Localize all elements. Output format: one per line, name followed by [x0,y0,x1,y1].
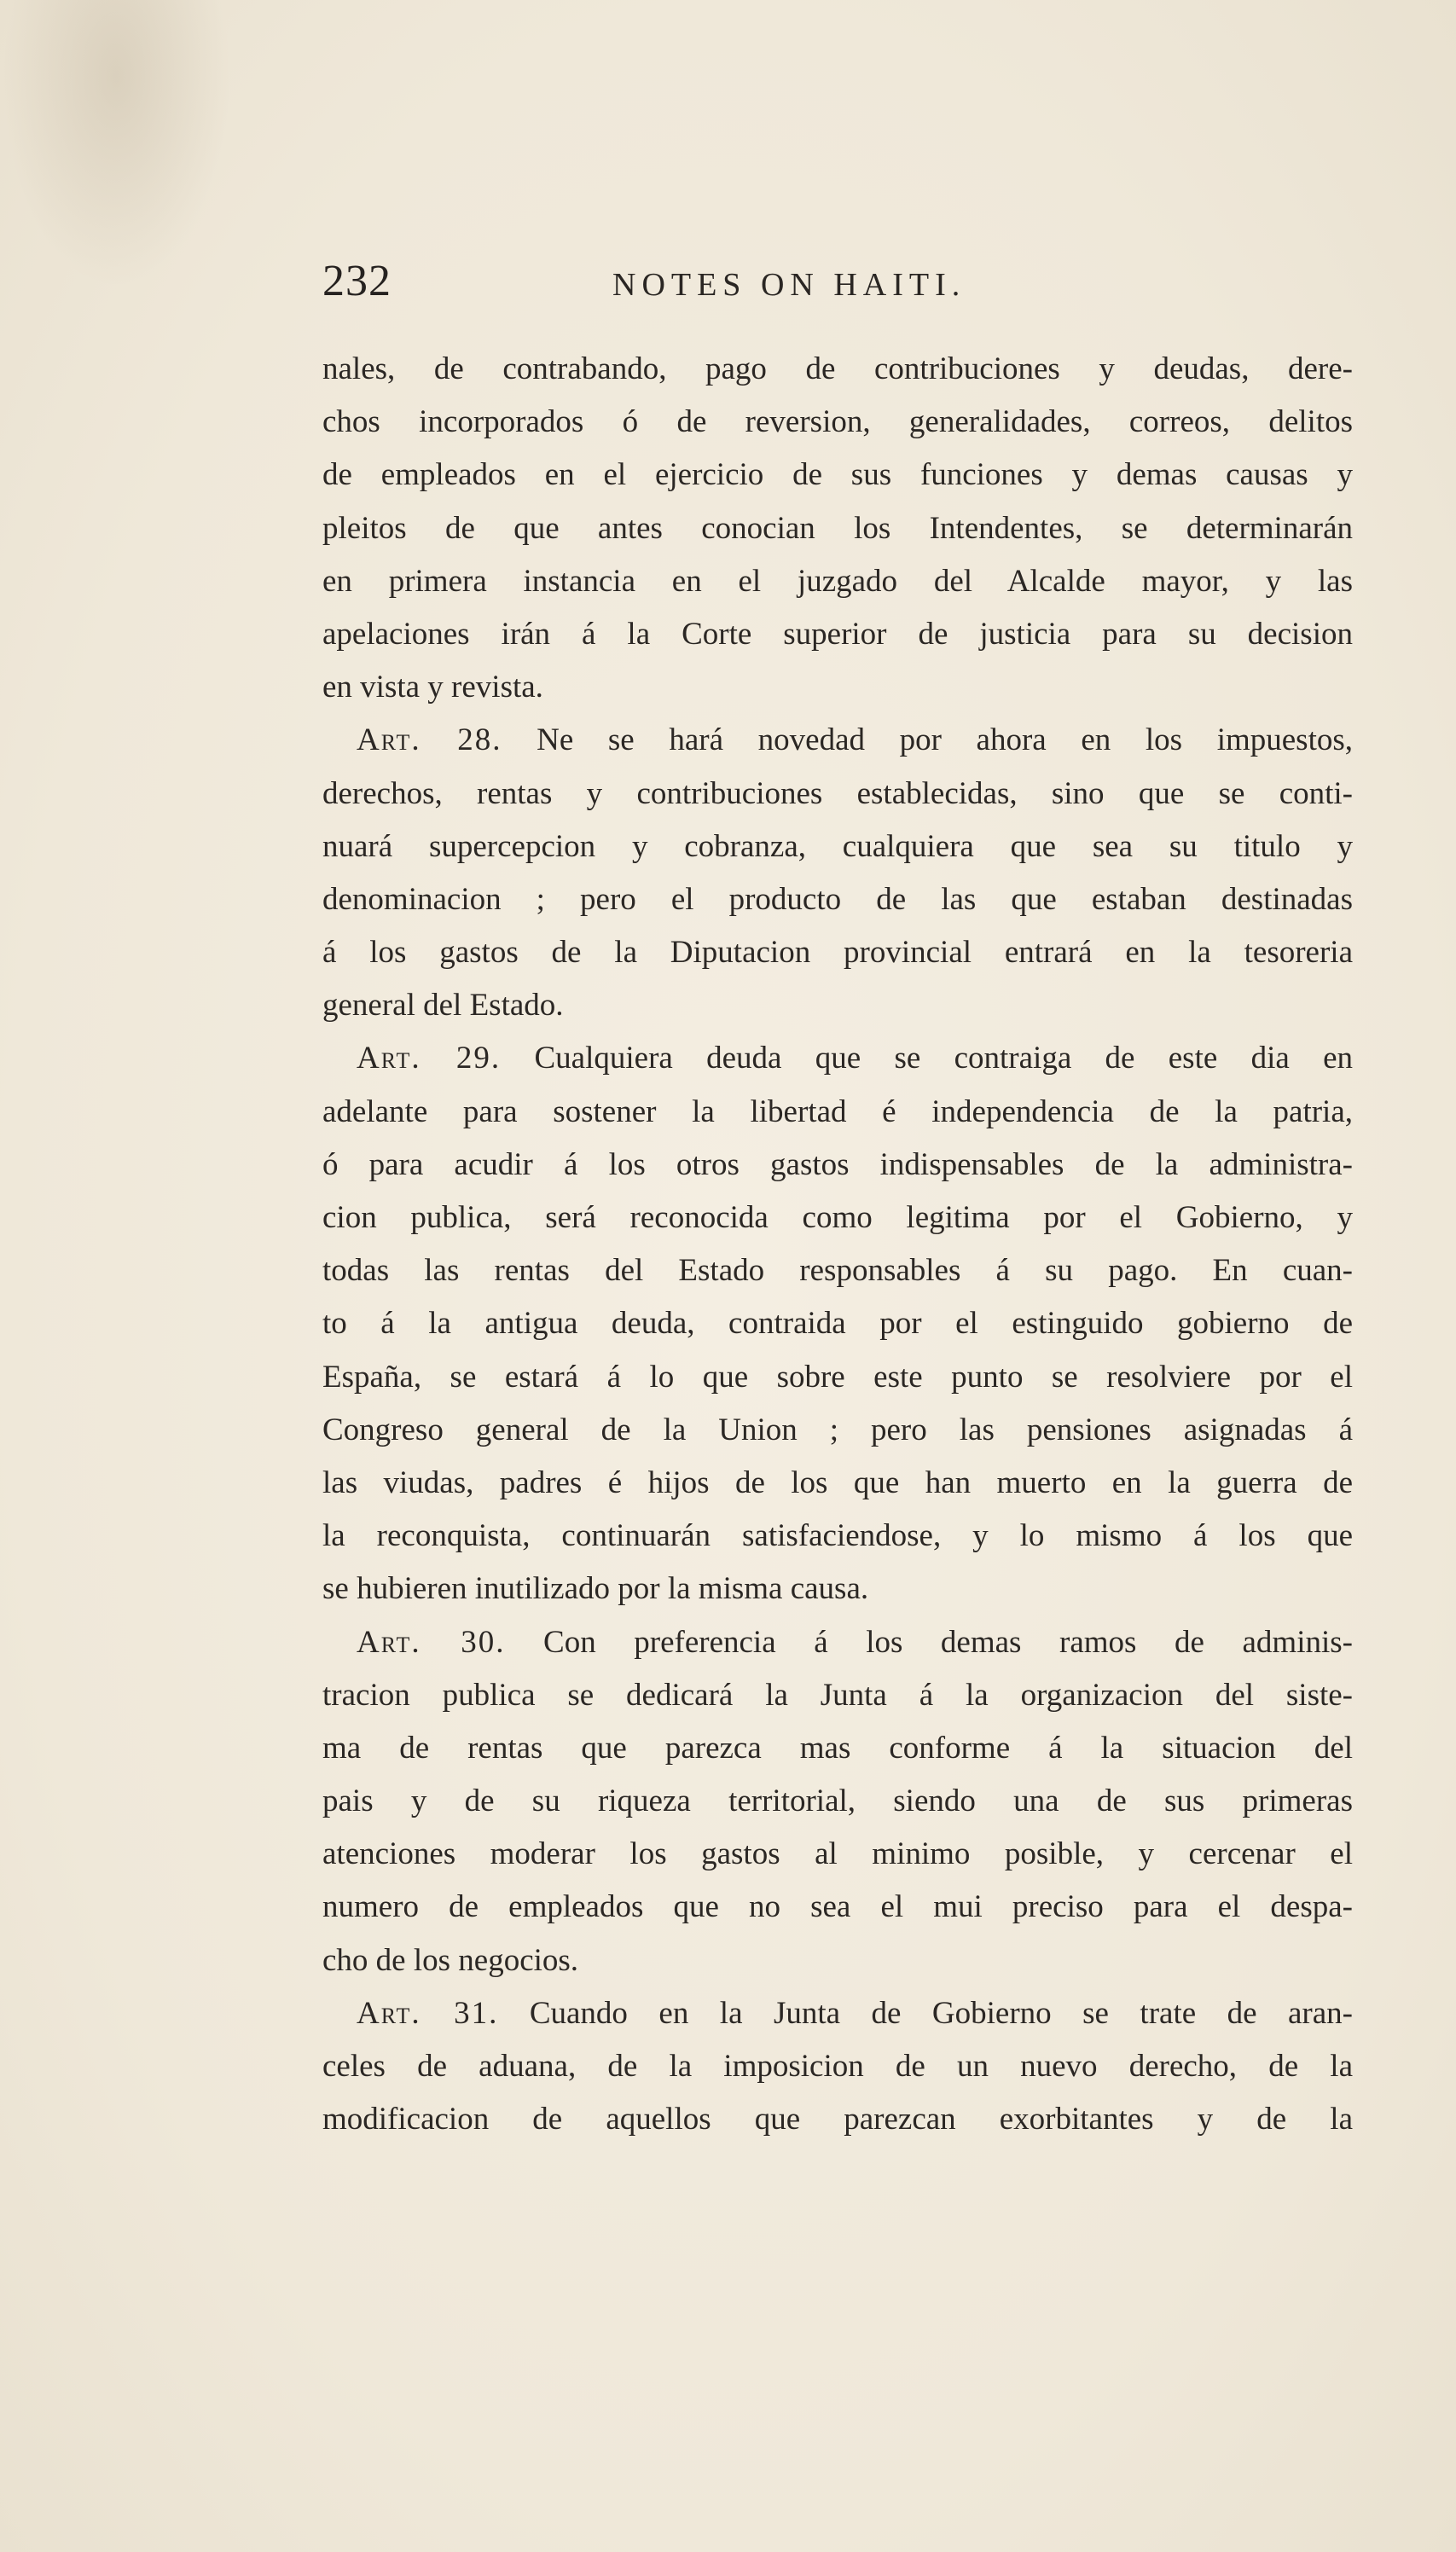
text-line: Congreso general de la Union ; pero las pensiones asignadas á [322,1412,1353,1447]
article-label: Art. 31. [357,1995,499,2031]
article-30 [322,1616,1353,1987]
text-line: todas las rentas del Estado responsables á su pago. En cuan- [322,1253,1353,1289]
article-label: Art. 30. [357,1624,506,1660]
text-line: apelaciones irán á la Corte superior de justicia para su decision [322,616,1353,652]
paragraph [322,343,1353,714]
article-text: Ne se hará novedad por ahora en los impuestos, [537,722,1354,758]
text-line: pleitos de que antes conocian los Intendentes, se determinarán [322,510,1353,546]
text-line: pais y de su riqueza territorial, siendo una de sus primeras [322,1784,1353,1819]
article-label: Art. 28. [357,722,502,758]
page-header [322,256,1363,316]
text-line: en primera instancia en el juzgado del Alcalde mayor, y las [322,563,1353,599]
article-31 [322,1987,1353,2147]
article-29 [322,1032,1353,1615]
text-line: to á la antigua deuda, contraida por el estinguido gobierno de [322,1306,1353,1342]
text-line: España, se estará á lo que sobre este punto se resolviere por el [322,1359,1353,1395]
article-28 [322,714,1353,1032]
text-line: nales, de contrabando, pago de contribuciones y deudas, dere- [322,351,1353,386]
text-line: cho de los negocios. [322,1942,579,1978]
text-line: las viudas, padres é hijos de los que han muerto en la guerra de [322,1464,1353,1500]
text-line: ó para acudir á los otros gastos indispensables de la administra- [322,1146,1353,1182]
article-text: Cuando en la Junta de Gobierno se trate de aran- [529,1995,1353,2031]
text-line: tracion publica se dedicará la Junta á la organizacion del siste- [322,1677,1353,1713]
text-line [322,1032,1353,1085]
text-line: derechos, rentas y contribuciones establecidas, sino que se conti- [322,775,1353,811]
text-line: chos incorporados ó de reversion, generalidades, correos, delitos [322,404,1353,440]
text-line: á los gastos de la Diputacion provincial entrará en la tesoreria [322,935,1353,971]
text-line: ma de rentas que parezca mas conforme á la situacion del [322,1730,1353,1766]
text-line: celes de aduana, de la imposicion de un nuevo derecho, de la [322,2049,1353,2084]
running-title: NOTES ON HAITI. [612,267,966,303]
text-line: se hubieren inutilizado por la misma causa. [322,1571,869,1607]
text-line: de empleados en el ejercicio de sus funciones y demas causas y [322,457,1353,493]
text-line: nuará supercepcion y cobranza, cualquiera que sea su titulo y [322,828,1353,864]
text-line [322,1987,1353,2040]
text-line: en vista y revista. [322,670,543,705]
body-text [322,343,1353,2146]
text-line: numero de empleados que no sea el mui preciso para el despa- [322,1889,1353,1925]
text-line: general del Estado. [322,988,564,1024]
text-line [322,1616,1353,1669]
text-line: la reconquista, continuarán satisfaciendose, y lo mismo á los que [322,1518,1353,1554]
text-line: denominacion ; pero el producto de las que estaban destinadas [322,881,1353,917]
text-line [322,714,1353,767]
article-text: Con preferencia á los demas ramos de adminis- [543,1624,1353,1660]
article-text: Cualquiera deuda que se contraiga de este dia en [534,1041,1353,1076]
text-line: adelante para sostener la libertad é independencia de la patria, [322,1093,1353,1129]
page-number: 232 [322,257,392,305]
text-line: cion publica, será reconocida como legitima por el Gobierno, y [322,1200,1353,1235]
text-line: atenciones moderar los gastos al minimo posible, y cercenar el [322,1836,1353,1872]
text-line: modificacion de aquellos que parezcan exorbitantes y de la [322,2102,1353,2137]
article-label: Art. 29. [357,1041,502,1076]
